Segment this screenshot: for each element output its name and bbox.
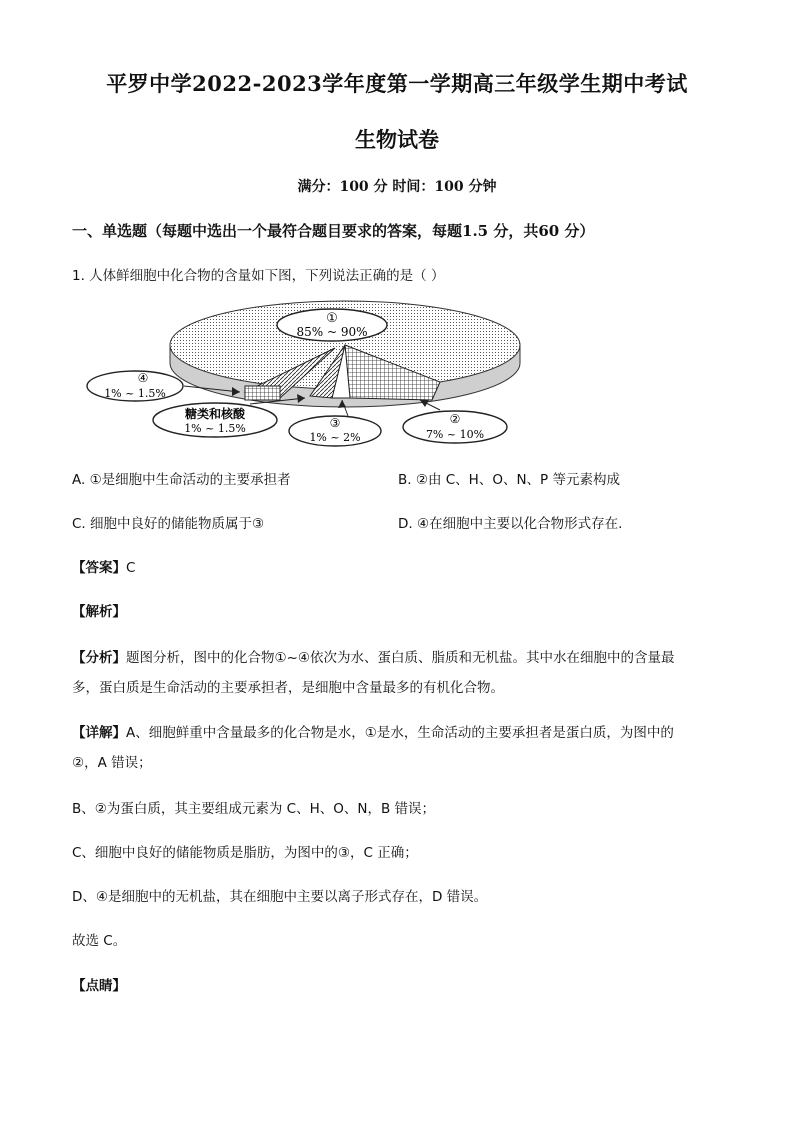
question-stem: 1. 人体鲜细胞中化合物的含量如下图，下列说法正确的是（ ） bbox=[72, 268, 445, 284]
option-a[interactable]: A. ①是细胞中生命活动的主要承担者 bbox=[72, 472, 291, 488]
callout-4-value: 1% ~ 1.5% bbox=[104, 387, 166, 400]
callout-1-value: 85% ~ 90% bbox=[296, 325, 368, 339]
option-c[interactable]: C. 细胞中良好的储能物质属于③ bbox=[72, 516, 265, 532]
xiangjie-line-2: ②，A 错误； bbox=[72, 755, 152, 771]
callout-3-label: ③ bbox=[329, 416, 341, 430]
exam-meta: 满分：100 分 时间：100 分钟 bbox=[297, 179, 497, 195]
fenxi-label: 【分析】 bbox=[72, 650, 126, 666]
callout-3-value: 1% ~ 2% bbox=[309, 431, 361, 444]
analysis-conclusion: 故选 C。 bbox=[72, 933, 127, 949]
answer-value: C bbox=[126, 560, 136, 576]
fenxi-text-1: 题图分析，图中的化合物①~④依次为水、蛋白质、脂质和无机盐。其中水在细胞中的含量最 bbox=[126, 650, 675, 666]
analysis-fenxi bbox=[72, 643, 712, 703]
callout-2-label: ② bbox=[449, 412, 461, 426]
compound-content-pie-figure bbox=[80, 300, 540, 450]
analysis-line-c: C、细胞中良好的储能物质是脂肪，为图中的③，C 正确； bbox=[72, 845, 418, 861]
option-d[interactable]: D. ④在细胞中主要以化合物形式存在. bbox=[398, 516, 623, 532]
answer-label: 【答案】 bbox=[72, 560, 126, 576]
exam-title: 平罗中学2022-2023学年度第一学期高三年级学生期中考试 bbox=[106, 71, 688, 96]
analysis-heading: 【解析】 bbox=[72, 604, 126, 620]
fenxi-line-2: 多，蛋白质是生命活动的主要承担者，是细胞中含量最多的有机化合物。 bbox=[72, 680, 504, 696]
callout-sugar-nucleic-value: 1% ~ 1.5% bbox=[184, 422, 246, 435]
dianjing-heading: 【点睛】 bbox=[72, 978, 126, 994]
pie-slice-inorganic-side bbox=[245, 386, 280, 400]
section-heading: 一、单选题（每题中选出一个最符合题目要求的答案，每题1.5 分，共60 分） bbox=[72, 222, 595, 240]
callout-sugar-nucleic-label: 糖类和核酸 bbox=[184, 407, 246, 421]
xiangjie-text-1: A、细胞鲜重中含量最多的化合物是水，①是水，生命活动的主要承担者是蛋白质，为图中的 bbox=[126, 725, 674, 741]
callout-4-label: ④ bbox=[137, 371, 149, 385]
fenxi-line-1 bbox=[72, 643, 712, 673]
callout-2-value: 7% ~ 10% bbox=[425, 428, 485, 441]
answer-line bbox=[72, 553, 712, 583]
xiangjie-line-1 bbox=[72, 718, 712, 748]
option-b[interactable]: B. ②由 C、H、O、N、P 等元素构成 bbox=[398, 472, 620, 488]
analysis-xiangjie bbox=[72, 718, 712, 778]
analysis-line-d: D、④是细胞中的无机盐，其在细胞中主要以离子形式存在，D 错误。 bbox=[72, 889, 488, 905]
analysis-line-b: B、②为蛋白质，其主要组成元素为 C、H、O、N，B 错误； bbox=[72, 801, 436, 817]
subject-title: 生物试卷 bbox=[355, 127, 439, 152]
callout-1-label: ① bbox=[326, 311, 338, 326]
xiangjie-label: 【详解】 bbox=[72, 725, 126, 741]
